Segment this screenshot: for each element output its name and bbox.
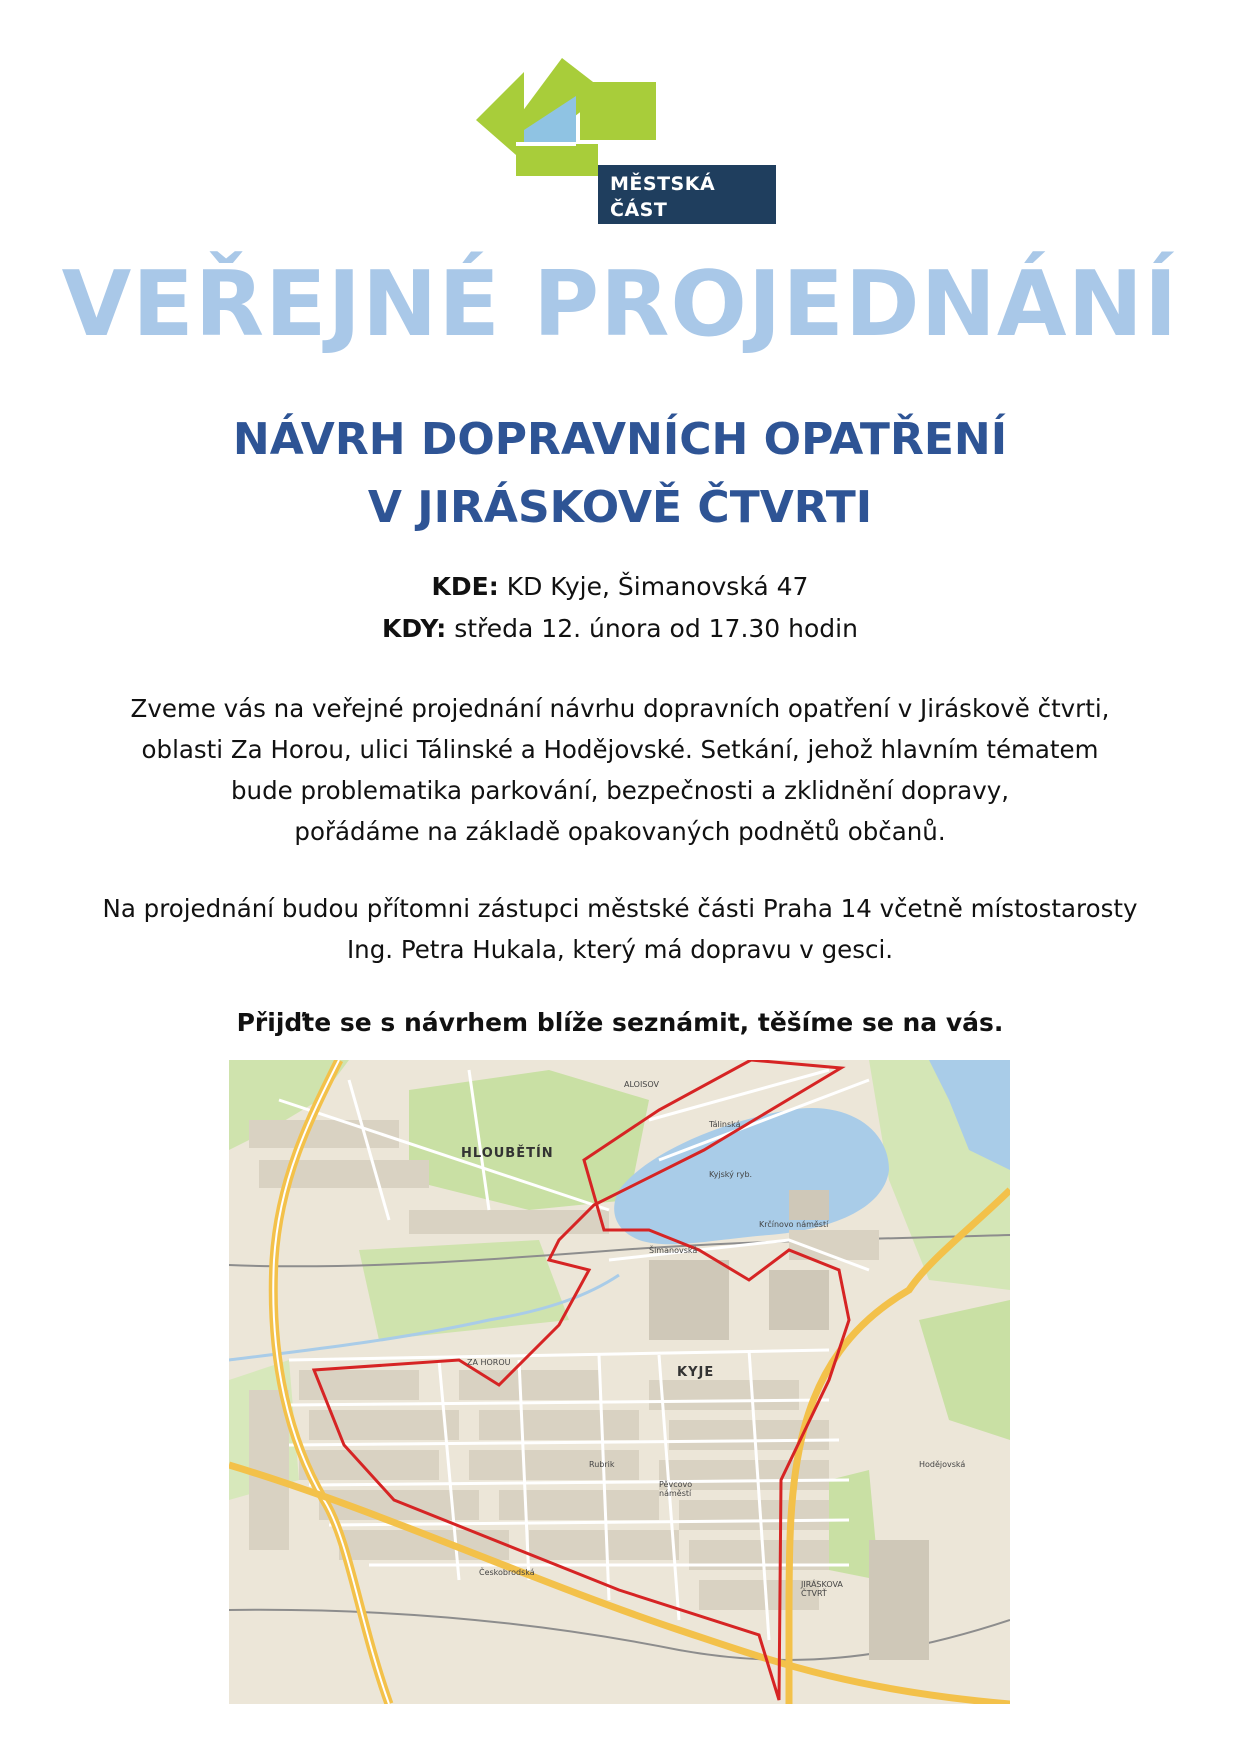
map-label-talinska: Tálinská (709, 1120, 741, 1129)
logo-line-2: PRAHA 14 (610, 225, 721, 247)
map-label-hloubetin: HLOUBĚTÍN (461, 1146, 554, 1161)
map-label-zahorou: ZA HOROU (467, 1358, 511, 1367)
invitation-paragraph (60, 688, 1180, 852)
where-row (0, 566, 1240, 608)
subtitle-line-2: V JIRÁSKOVĚ ČTVRTI (367, 482, 873, 533)
map-label-pevcovo: Pěvcovo náměstí (659, 1480, 693, 1498)
map-graphic (229, 1060, 1010, 1704)
when-value: středa 12. února od 17.30 hodin (446, 614, 858, 643)
where-label: KDE: (431, 572, 499, 601)
map-label-simanovska: Šimanovská (649, 1246, 698, 1255)
map-label-jiraskova: JIRÁSKOVA ČTVRŤ (801, 1580, 843, 1598)
area-map (229, 1060, 1010, 1704)
event-info (0, 566, 1240, 650)
map-label-kyje: KYJE (677, 1365, 715, 1380)
map-label-pond: Kyjský ryb. (709, 1170, 753, 1179)
when-row (0, 608, 1240, 650)
paragraph-line: Ing. Petra Hukala, který má dopravu v gesci. (346, 935, 894, 964)
map-label-hodejovska: Hodějovská (919, 1460, 966, 1469)
paragraph-line: oblasti Za Horou, ulici Tálinské a Hodějovské. Setkání, jehož hlavním tématem (141, 735, 1099, 764)
paragraph-line: bude problematika parkování, bezpečnosti a zklidnění dopravy, (231, 776, 1009, 805)
map-label-rubrik: Rubrik (589, 1460, 615, 1469)
page-title: VEŘEJNÉ PROJEDNÁNÍ (61, 252, 1179, 357)
logo-wordmark (598, 165, 776, 247)
logo-line-1: MĚSTSKÁ ČÁST (610, 173, 716, 221)
when-label: KDY: (382, 614, 447, 643)
paragraph-line: pořádáme na základě opakovaných podnětů občanů. (294, 817, 946, 846)
subtitle-line-1: NÁVRH DOPRAVNÍCH OPATŘENÍ (232, 414, 1008, 465)
where-value: KD Kyje, Šimanovská 47 (498, 572, 809, 601)
paragraph-line: Zveme vás na veřejné projednání návrhu dopravních opatření v Jiráskově čtvrti, (130, 694, 1110, 723)
map-label-krcinovo: Krčínovo náměstí (759, 1220, 829, 1229)
map-label-ceskobrodska: Českobrodská (479, 1568, 535, 1577)
page-subtitle (0, 406, 1240, 542)
praha14-logo (476, 58, 776, 247)
map-label-aloisov: ALOISOV (624, 1080, 660, 1089)
attendees-paragraph (60, 888, 1180, 970)
closing-line: Přijďte se s návrhem blíže seznámit, těšíme se na vás. (236, 1008, 1004, 1037)
paragraph-line: Na projednání budou přítomni zástupci městské části Praha 14 včetně místostarosty (102, 894, 1138, 923)
